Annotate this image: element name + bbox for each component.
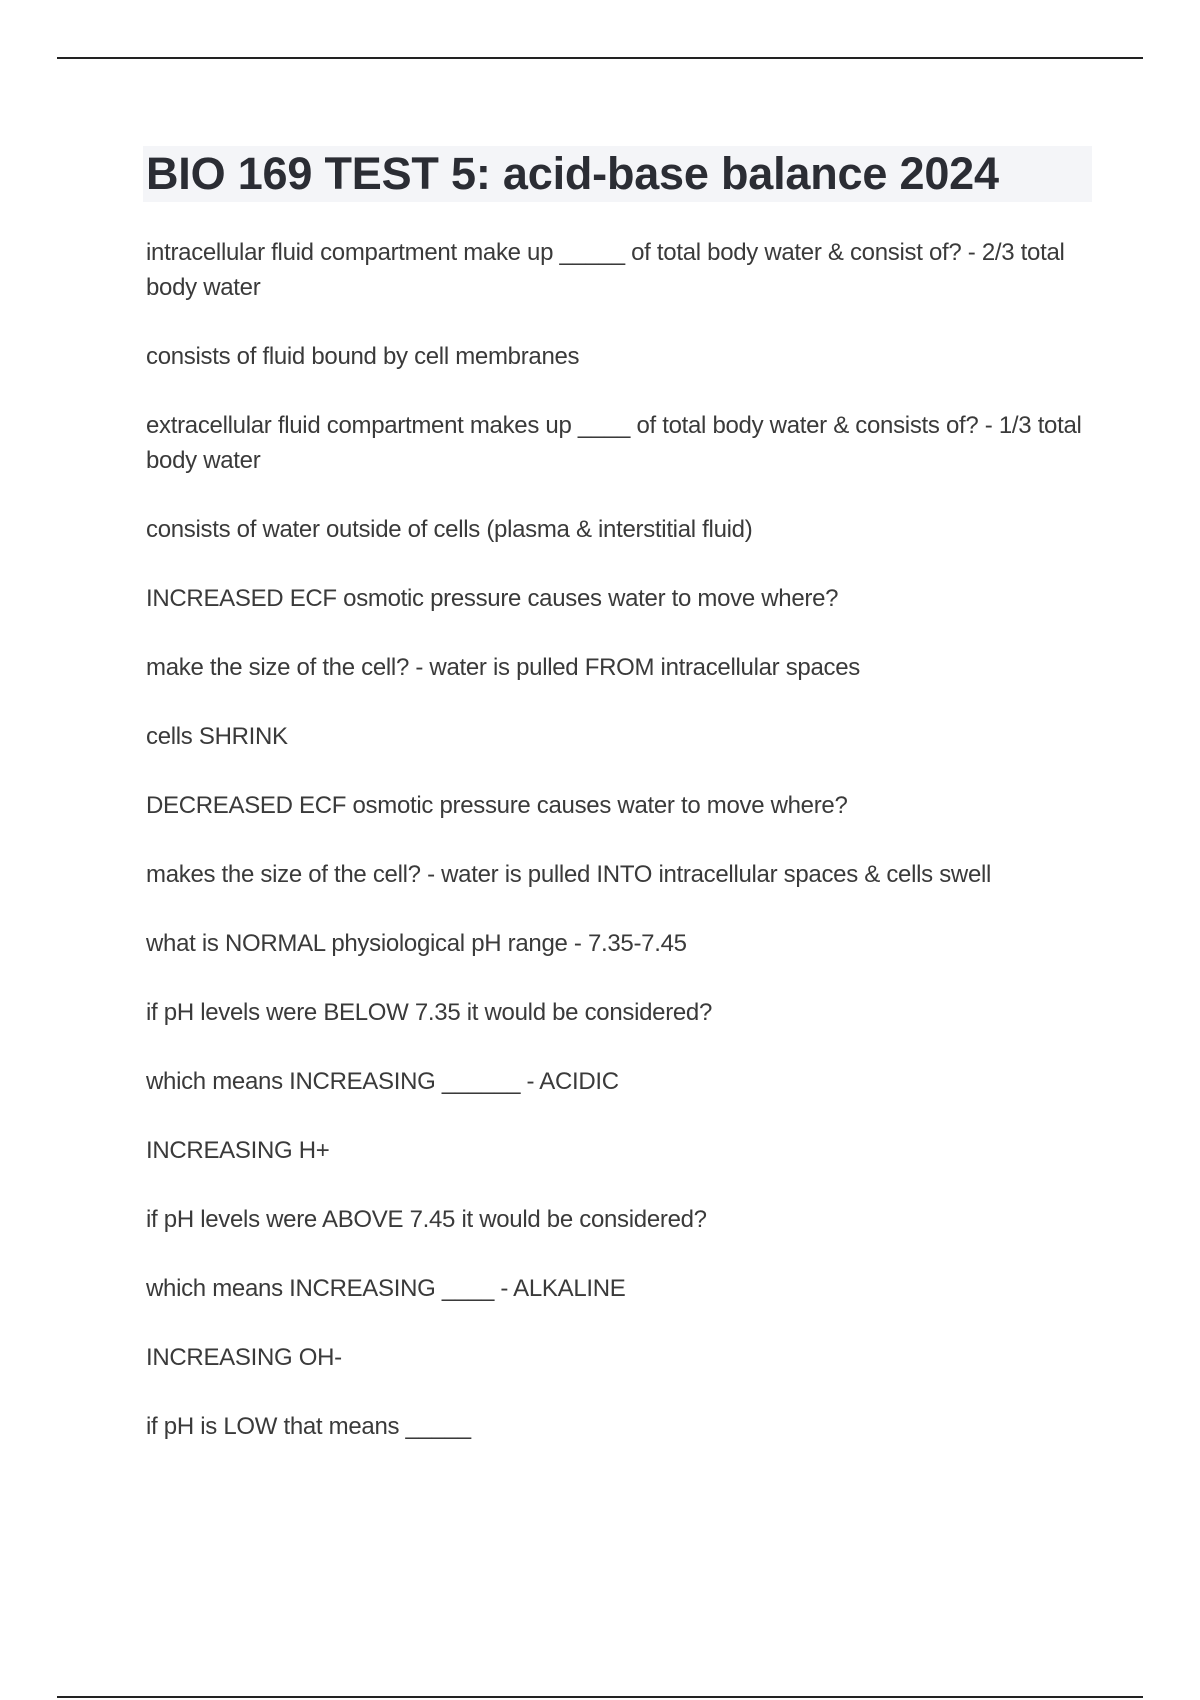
paragraph: intracellular fluid compartment make up _____ of total body water & consist of? - 2/3 total body water bbox=[146, 239, 1065, 301]
paragraph: INCREASING OH- bbox=[146, 1344, 342, 1371]
paragraph: what is NORMAL physiological pH range - 7.35-7.45 bbox=[146, 930, 687, 957]
paragraph: INCREASING H+ bbox=[146, 1137, 330, 1164]
paragraph: makes the size of the cell? - water is pulled INTO intracellular spaces & cells swell bbox=[146, 861, 992, 888]
bottom-divider bbox=[57, 1696, 1143, 1698]
page-title: BIO 169 TEST 5: acid-base balance 2024 bbox=[146, 148, 999, 199]
paragraph: which means INCREASING ______ - ACIDIC bbox=[146, 1068, 619, 1095]
top-divider bbox=[57, 57, 1143, 59]
paragraph: make the size of the cell? - water is pulled FROM intracellular spaces bbox=[146, 654, 860, 681]
paragraph: consists of fluid bound by cell membranes bbox=[146, 343, 580, 370]
paragraph: if pH levels were ABOVE 7.45 it would be considered? bbox=[146, 1206, 707, 1233]
title-block bbox=[143, 146, 1092, 202]
paragraph: which means INCREASING ____ - ALKALINE bbox=[146, 1275, 626, 1302]
document-body bbox=[146, 235, 1091, 1478]
paragraph: consists of water outside of cells (plasma & interstitial fluid) bbox=[146, 516, 753, 543]
paragraph: if pH levels were BELOW 7.35 it would be considered? bbox=[146, 999, 713, 1026]
paragraph: extracellular fluid compartment makes up ____ of total body water & consists of? - 1/3 total body water bbox=[146, 412, 1082, 474]
paragraph: cells SHRINK bbox=[146, 723, 288, 750]
paragraph: if pH is LOW that means _____ bbox=[146, 1413, 471, 1440]
paragraph: DECREASED ECF osmotic pressure causes water to move where? bbox=[146, 792, 848, 819]
paragraph: INCREASED ECF osmotic pressure causes water to move where? bbox=[146, 585, 839, 612]
